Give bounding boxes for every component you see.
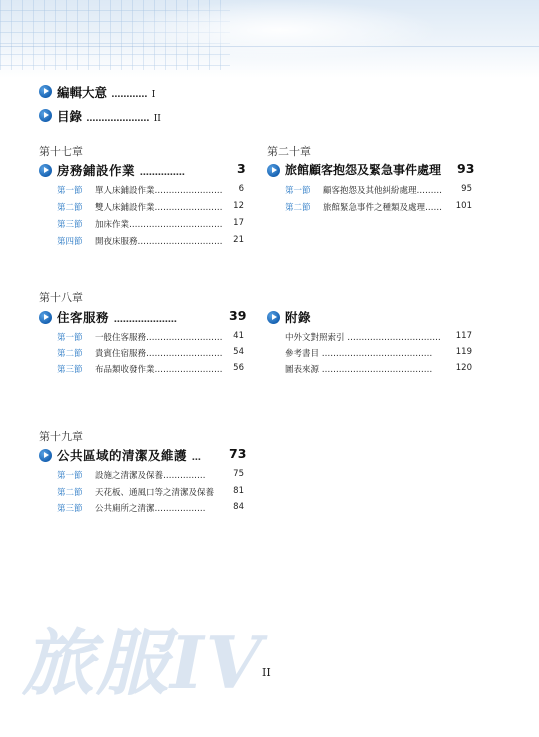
section-page: 56 [233, 363, 244, 373]
section-title[interactable]: 設施之清潔及保養…………… [95, 471, 206, 481]
section-title[interactable]: 旅館緊急事件之種類及處理…… [323, 203, 443, 213]
section-title[interactable]: 天花板、通風口等之清潔及保養 [95, 488, 215, 498]
chapter-page: 3 [237, 161, 246, 176]
chapter-title[interactable]: 住客服務 ………………… [57, 310, 177, 325]
section-title[interactable]: 顧客抱怨及其他糾紛處理……… [323, 186, 443, 196]
section-title[interactable]: 加床作業…………………………… [95, 220, 223, 230]
toc-entry-contents[interactable]: 目錄 ………………… II [57, 109, 161, 124]
appendix-item[interactable]: 中外文對照索引 …………………………… [285, 333, 441, 343]
chapter-label: 第十七章 [39, 145, 83, 158]
section-number: 第一節 [57, 471, 83, 481]
header-rule [0, 46, 539, 47]
section-title[interactable]: 布品類收發作業…………………… [95, 365, 223, 375]
section-number: 第三節 [57, 504, 83, 514]
section-title[interactable]: 雙人床鋪設作業…………………… [95, 203, 223, 213]
appendix-page: 119 [455, 347, 472, 357]
arrow-bullet-icon [39, 449, 52, 462]
arrow-bullet-icon [39, 85, 52, 98]
chapter-label: 第十九章 [39, 430, 83, 443]
section-page: 95 [461, 184, 472, 194]
appendix-item[interactable]: 圖表來源 ………………………………… [285, 365, 433, 375]
section-number: 第二節 [285, 203, 311, 213]
section-number: 第一節 [57, 186, 83, 196]
section-page: 6 [238, 184, 244, 194]
section-page: 75 [233, 469, 244, 479]
section-page: 17 [233, 218, 244, 228]
section-page: 101 [455, 201, 472, 211]
section-number: 第二節 [57, 203, 83, 213]
section-page: 81 [233, 486, 244, 496]
section-number: 第三節 [57, 220, 83, 230]
section-title[interactable]: 開夜床服務………………………… [95, 237, 223, 247]
chapter-label: 第二十章 [267, 145, 311, 158]
appendix-title[interactable]: 附錄 [285, 310, 312, 325]
arrow-bullet-icon [267, 164, 280, 177]
appendix-page: 120 [455, 363, 472, 373]
section-number: 第三節 [57, 365, 83, 375]
section-page: 54 [233, 347, 244, 357]
appendix-page: 117 [455, 331, 472, 341]
arrow-bullet-icon [39, 311, 52, 324]
arrow-bullet-icon [39, 164, 52, 177]
arrow-bullet-icon [267, 311, 280, 324]
section-title[interactable]: 公共廁所之清潔……………… [95, 504, 206, 514]
header-glow [120, 0, 440, 60]
section-number: 第二節 [57, 488, 83, 498]
section-page: 12 [233, 201, 244, 211]
chapter-label: 第十八章 [39, 291, 83, 304]
page-number: II [262, 666, 271, 679]
chapter-title[interactable]: 旅館顧客抱怨及緊急事件處理 [285, 163, 442, 177]
chapter-page: 73 [229, 446, 247, 461]
toc-entry-preface[interactable]: 編輯大意 ………… I [57, 85, 156, 100]
section-number: 第二節 [57, 349, 83, 359]
arrow-bullet-icon [39, 109, 52, 122]
appendix-item[interactable]: 參考書目 ………………………………… [285, 349, 433, 359]
section-page: 21 [233, 235, 244, 245]
section-page: 84 [233, 502, 244, 512]
chapter-page: 93 [457, 161, 475, 176]
chapter-page: 39 [229, 308, 247, 323]
section-title[interactable]: 單人床鋪設作業…………………… [95, 186, 223, 196]
section-page: 41 [233, 331, 244, 341]
chapter-title[interactable]: 房務鋪設作業 …………… [57, 163, 185, 178]
section-number: 第四節 [57, 237, 83, 247]
book-title-watermark: 旅服IV [22, 620, 264, 705]
section-title[interactable]: 一般住客服務……………………… [95, 333, 223, 343]
section-title[interactable]: 貴賓住宿服務……………………… [95, 349, 223, 359]
chapter-title[interactable]: 公共區域的清潔及維護 … [57, 448, 201, 463]
section-number: 第一節 [285, 186, 311, 196]
section-number: 第一節 [57, 333, 83, 343]
